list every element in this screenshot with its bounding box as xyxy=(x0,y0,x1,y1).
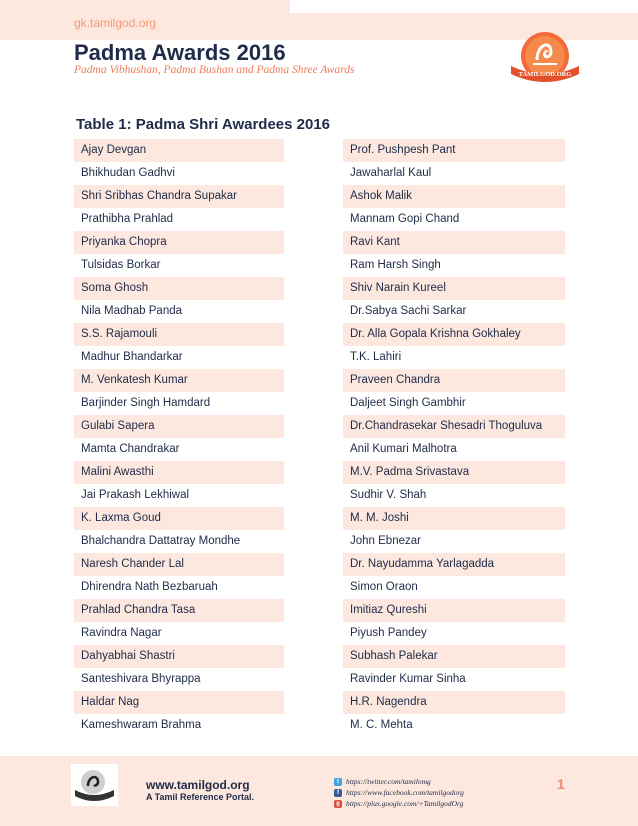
awardee-row: M. C. Mehta xyxy=(350,719,413,731)
awardee-row: Praveen Chandra xyxy=(343,369,565,392)
footer-site-link[interactable]: www.tamilgod.org xyxy=(146,778,250,792)
googleplus-link[interactable] xyxy=(334,799,463,808)
awardee-column-left xyxy=(74,139,284,737)
tamilgod-logo-icon xyxy=(507,26,583,88)
awardee-row: M.V. Padma Srivastava xyxy=(343,461,565,484)
footer-tagline: A Tamil Reference Portal. xyxy=(146,792,255,802)
awardee-row: S.S. Rajamouli xyxy=(74,323,284,346)
awardee-row: Dr. Alla Gopala Krishna Gokhaley xyxy=(343,323,565,346)
facebook-link[interactable] xyxy=(334,788,464,797)
awardee-row: Dr.Sabya Sachi Sarkar xyxy=(350,305,467,317)
awardee-row: Santeshivara Bhyrappa xyxy=(81,673,201,685)
footer-logo-icon xyxy=(71,764,118,806)
awardee-row: John Ebnezar xyxy=(350,535,421,547)
awardee-row: Bhikhudan Gadhvi xyxy=(81,167,175,179)
awardee-row: Dr.Chandrasekar Shesadri Thoguluva xyxy=(343,415,565,438)
awardee-row: Kameshwaram Brahma xyxy=(81,719,202,731)
facebook-icon: f xyxy=(334,789,342,797)
awardee-row: Daljeet Singh Gambhir xyxy=(350,397,466,409)
awardee-row: Anil Kumari Malhotra xyxy=(350,443,457,455)
awardee-row: Jai Prakash Lekhiwal xyxy=(81,489,190,501)
awardee-row: Priyanka Chopra xyxy=(74,231,284,254)
awardee-row: M. Venkatesh Kumar xyxy=(74,369,284,392)
awardee-row: Ravindra Nagar xyxy=(81,627,162,639)
awardee-row: Shiv Narain Kureel xyxy=(343,277,565,300)
awardee-row: Malini Awasthi xyxy=(74,461,284,484)
awardee-column-right xyxy=(343,139,565,737)
awardee-row: Mannam Gopi Chand xyxy=(350,213,460,225)
twitter-url: https://twitter.com/tamilomg xyxy=(346,777,431,786)
awardee-row: Tulsidas Borkar xyxy=(81,259,161,271)
awardee-row: Mamta Chandrakar xyxy=(81,443,180,455)
awardee-row: Ashok Malik xyxy=(343,185,565,208)
awardee-row: Haldar Nag xyxy=(74,691,284,714)
header-notch xyxy=(290,0,638,13)
awardee-row: Gulabi Sapera xyxy=(74,415,284,438)
awardee-row: Sudhir V. Shah xyxy=(350,489,427,501)
awardee-row: Dhirendra Nath Bezbaruah xyxy=(81,581,218,593)
awardee-row: Ram Harsh Singh xyxy=(350,259,441,271)
googleplus-icon: g xyxy=(334,800,342,808)
awardee-row: Shri Sribhas Chandra Supakar xyxy=(74,185,284,208)
svg-text:TAMILGOD.ORG: TAMILGOD.ORG xyxy=(518,71,572,78)
awardee-row: Nila Madhab Panda xyxy=(81,305,183,317)
awardee-row: Simon Oraon xyxy=(350,581,418,593)
awardee-row: Prahlad Chandra Tasa xyxy=(74,599,284,622)
awardee-row: Madhur Bhandarkar xyxy=(81,351,183,363)
awardee-row: Ravi Kant xyxy=(343,231,565,254)
twitter-link[interactable] xyxy=(334,777,431,786)
googleplus-url: https://plus.google.com/+TamilgodOrg xyxy=(346,799,464,808)
awardee-row: K. Laxma Goud xyxy=(74,507,284,530)
awardee-row: Prof. Pushpesh Pant xyxy=(343,139,565,162)
awardee-row: Ravinder Kumar Sinha xyxy=(350,673,466,685)
header-band xyxy=(0,0,290,13)
awardee-row: Imitiaz Qureshi xyxy=(343,599,565,622)
awardee-row: Barjinder Singh Hamdard xyxy=(81,397,211,409)
awardee-row: M. M. Joshi xyxy=(343,507,565,530)
awardee-row: Dahyabhai Shastri xyxy=(74,645,284,668)
page-number: 1 xyxy=(557,776,565,792)
awardee-row: T.K. Lahiri xyxy=(350,351,402,363)
awardee-row: Piyush Pandey xyxy=(350,627,427,639)
awardee-row: H.R. Nagendra xyxy=(343,691,565,714)
awardee-row: Bhalchandra Dattatray Mondhe xyxy=(81,535,241,547)
page-title: Padma Awards 2016 xyxy=(74,40,286,65)
awardee-row: Subhash Palekar xyxy=(343,645,565,668)
awardee-row: Jawaharlal Kaul xyxy=(350,167,432,179)
page-subtitle: Padma Vibhushan, Padma Bushan and Padma Shree Awards xyxy=(74,64,355,76)
facebook-url: https://www.facebook.com/tamilgodorg xyxy=(346,788,464,797)
twitter-icon: t xyxy=(334,778,342,786)
awardee-row: Soma Ghosh xyxy=(74,277,284,300)
awardee-row: Dr. Nayudamma Yarlagadda xyxy=(343,553,565,576)
awardee-row: Prathibha Prahlad xyxy=(81,213,174,225)
awardee-row: Ajay Devgan xyxy=(74,139,284,162)
table-title: Table 1: Padma Shri Awardees 2016 xyxy=(76,116,331,133)
site-url: gk.tamilgod.org xyxy=(74,16,157,30)
awardee-row: Naresh Chander Lal xyxy=(74,553,284,576)
